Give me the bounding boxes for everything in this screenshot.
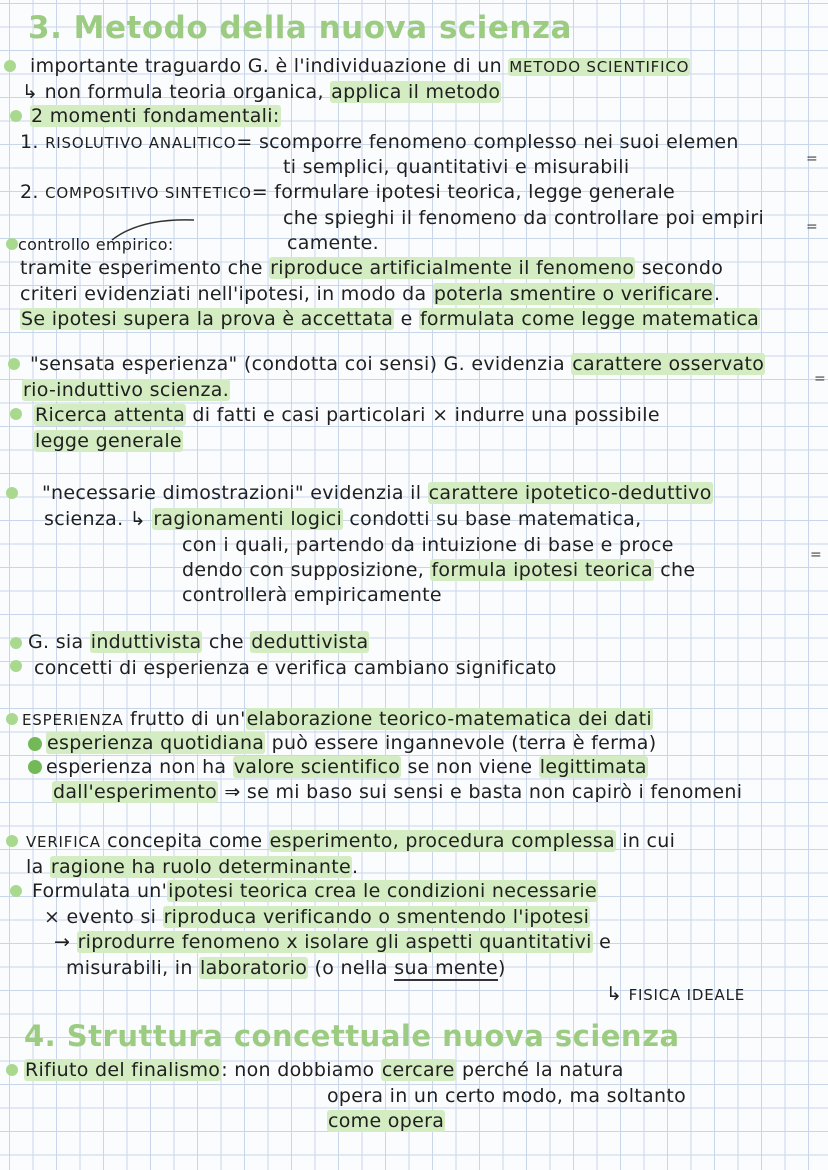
bullet-dot: [6, 713, 18, 725]
text-span: (o nella: [308, 957, 395, 979]
text-line: [22, 378, 230, 402]
text-span: e: [592, 931, 612, 953]
highlight: elaborazione teorico-matematica dei dati: [246, 708, 652, 730]
text-line: controllerà empiricamente: [182, 584, 442, 606]
text-line: [26, 829, 675, 854]
text-line: [46, 755, 648, 779]
text-line: [22, 80, 501, 104]
eq-mark: =: [810, 547, 822, 563]
highlight: METODO SCIENTIFICO: [509, 58, 690, 76]
text-line: [20, 256, 723, 280]
text-line: opera in un certo modo, ma soltanto: [327, 1085, 687, 1107]
text-span: = scomporre fenomeno complesso nei suoi elemen: [236, 131, 739, 153]
curved-arrow-icon: [110, 214, 200, 244]
underlined: sua mente: [394, 957, 498, 979]
text-span: controllo empirico:: [18, 235, 174, 254]
text-span: ESPERIENZA: [22, 711, 124, 729]
text-span: e: [394, 308, 419, 330]
text-span: che: [202, 631, 251, 653]
bullet-dot: [6, 238, 18, 250]
text-line: [30, 54, 690, 79]
eq-mark: =: [806, 219, 818, 235]
text-span: la: [26, 856, 50, 878]
text-line: con i quali, partendo da intuizione di base e proce: [182, 534, 674, 556]
highlight: riproduce artificialmente il fenomeno: [270, 257, 635, 279]
highlight: 2 momenti fondamentali:: [31, 105, 280, 127]
highlight: come opera: [328, 1110, 445, 1132]
text-span: COMPOSITIVO SINTETICO: [45, 184, 252, 202]
text-span: G. sia: [28, 631, 90, 653]
text-span: esperienza non ha: [46, 756, 233, 778]
bullet-dot: [4, 60, 16, 72]
bullet-dot: [6, 487, 18, 499]
text-span: tramite esperimento che: [20, 257, 270, 279]
text-span: "sensata esperienza" (condotta coi sensi) G. evidenzia: [30, 353, 572, 375]
text-line: [20, 282, 720, 306]
highlight: dall'esperimento: [53, 781, 218, 803]
bullet-dot: [10, 660, 22, 672]
text-line: camente.: [287, 232, 379, 254]
highlight: valore scientifico: [233, 756, 401, 778]
text-span: perché la natura: [455, 1059, 624, 1081]
text-line: [28, 630, 369, 654]
highlight: riprodurre fenomeno x isolare gli aspetti quantitativi: [77, 931, 592, 953]
highlight: deduttivista: [251, 631, 369, 653]
text-line: [24, 1058, 624, 1082]
text-line: [20, 180, 675, 205]
bullet-dot: [28, 737, 42, 751]
bullet-dot: [10, 408, 22, 420]
text-span: 2.: [20, 181, 46, 203]
text-span: Formulata un': [32, 880, 168, 902]
text-span: VERIFICA: [26, 833, 101, 851]
text-line: [20, 130, 739, 155]
highlight: Ricerca attenta: [35, 404, 186, 426]
bullet-dot: [28, 760, 42, 774]
text-line: [34, 429, 183, 453]
text-line: [34, 403, 660, 427]
text-span: che: [653, 559, 696, 581]
text-line: [66, 956, 506, 980]
text-line: che spieghi il fenomeno da controllare poi empiri: [283, 207, 765, 229]
text-span: condotti su base matematica,: [343, 508, 642, 530]
text-line: [52, 780, 742, 804]
text-line: concetti di esperienza e verifica cambiano significato: [34, 657, 557, 679]
text-line: [42, 481, 713, 505]
highlight: rio-induttivo scienza.: [23, 379, 230, 401]
text-line: [182, 558, 695, 582]
text-span: importante traguardo G. è l'individuazione di un: [30, 55, 509, 77]
bullet-dot: [8, 358, 20, 370]
text-span: →: [54, 931, 77, 953]
text-span: ): [497, 957, 506, 979]
highlight: formulata come legge matematica: [419, 308, 760, 330]
text-line: [54, 930, 611, 954]
text-line: [30, 352, 765, 376]
highlight: esperimento, procedura complessa: [269, 830, 615, 852]
text-span: .: [351, 856, 359, 878]
eq-mark: =: [806, 151, 818, 167]
highlight: ragione ha ruolo determinante: [50, 856, 351, 878]
section-3-title: 3. Metodo della nuova scienza: [28, 10, 572, 46]
highlight: carattere ipotetico-deduttivo: [428, 482, 712, 504]
text-span: ↳: [606, 983, 629, 1005]
section-4-title: 4. Struttura concettuale nuova scienza: [24, 1019, 680, 1053]
text-span: ↳: [22, 81, 39, 103]
text-line: [44, 905, 590, 929]
highlight: formula ipotesi teorica: [431, 559, 653, 581]
text-span: "necessarie dimostrazioni" evidenzia il: [42, 482, 428, 504]
highlight: cercare: [381, 1059, 455, 1081]
text-span: FISICA IDEALE: [628, 986, 746, 1004]
highlight: laboratorio: [200, 957, 308, 979]
text-line: [26, 855, 358, 879]
highlight: induttivista: [90, 631, 202, 653]
bullet-dot: [10, 885, 22, 897]
text-span: concepita come: [100, 830, 269, 852]
text-span: può essere ingannevole (terra è ferma): [265, 732, 657, 754]
highlight: poterla smentire o verificare: [433, 283, 713, 305]
text-span: scienza. ↳: [44, 508, 153, 530]
text-span: RISOLUTIVO ANALITICO: [45, 134, 237, 152]
text-span: ⇒ se mi baso sui sensi e basta non capirò i fenomeni: [218, 781, 743, 803]
text-line: [44, 507, 641, 531]
text-line: [46, 731, 656, 755]
highlight: Se ipotesi supera la prova è accettata: [21, 308, 394, 330]
text-span: secondo: [635, 257, 724, 279]
highlight: applica il metodo: [331, 81, 501, 103]
highlight: riproduca verificando o smentendo l'ipotesi: [163, 906, 590, 928]
text-span: non formula teoria organica,: [44, 81, 331, 103]
bullet-dot: [10, 110, 22, 122]
text-line: [327, 1109, 445, 1133]
text-span: = formulare ipotesi teorica, legge generale: [251, 181, 676, 203]
highlight: Rifiuto del finalismo: [25, 1059, 221, 1081]
highlight: carattere osservato: [572, 353, 765, 375]
text-line: ti semplici, quantitativi e misurabili: [283, 156, 630, 178]
text-span: se non viene: [401, 756, 539, 778]
text-span: 1.: [20, 131, 46, 153]
text-line: [30, 104, 281, 128]
highlight: legge generale: [35, 430, 182, 452]
bullet-dot: [6, 835, 18, 847]
text-span: in cui: [615, 830, 676, 852]
text-span: criteri evidenziati nell'ipotesi, in modo da: [20, 283, 433, 305]
text-span: frutto di un': [123, 708, 246, 730]
bullet-dot: [10, 637, 22, 649]
highlight: ipotesi teorica crea le condizioni necessarie: [168, 880, 597, 902]
text-span: di fatti e casi particolari × indurre una possibile: [186, 404, 660, 426]
eq-mark: =: [814, 371, 826, 387]
text-line: [20, 307, 760, 331]
text-span: × evento si: [44, 906, 163, 928]
text-line: [22, 707, 653, 732]
highlight: esperienza quotidiana: [47, 732, 265, 754]
text-span: : non dobbiamo: [221, 1059, 381, 1081]
highlight: ragionamenti logici: [153, 508, 343, 530]
highlight: legittimata: [539, 756, 647, 778]
text-span: .: [713, 283, 721, 305]
text-span: dendo con supposizione,: [182, 559, 431, 581]
text-span: misurabili, in: [66, 957, 200, 979]
text-line: [32, 879, 598, 903]
bullet-dot: [6, 1064, 18, 1076]
text-line: [606, 982, 745, 1007]
